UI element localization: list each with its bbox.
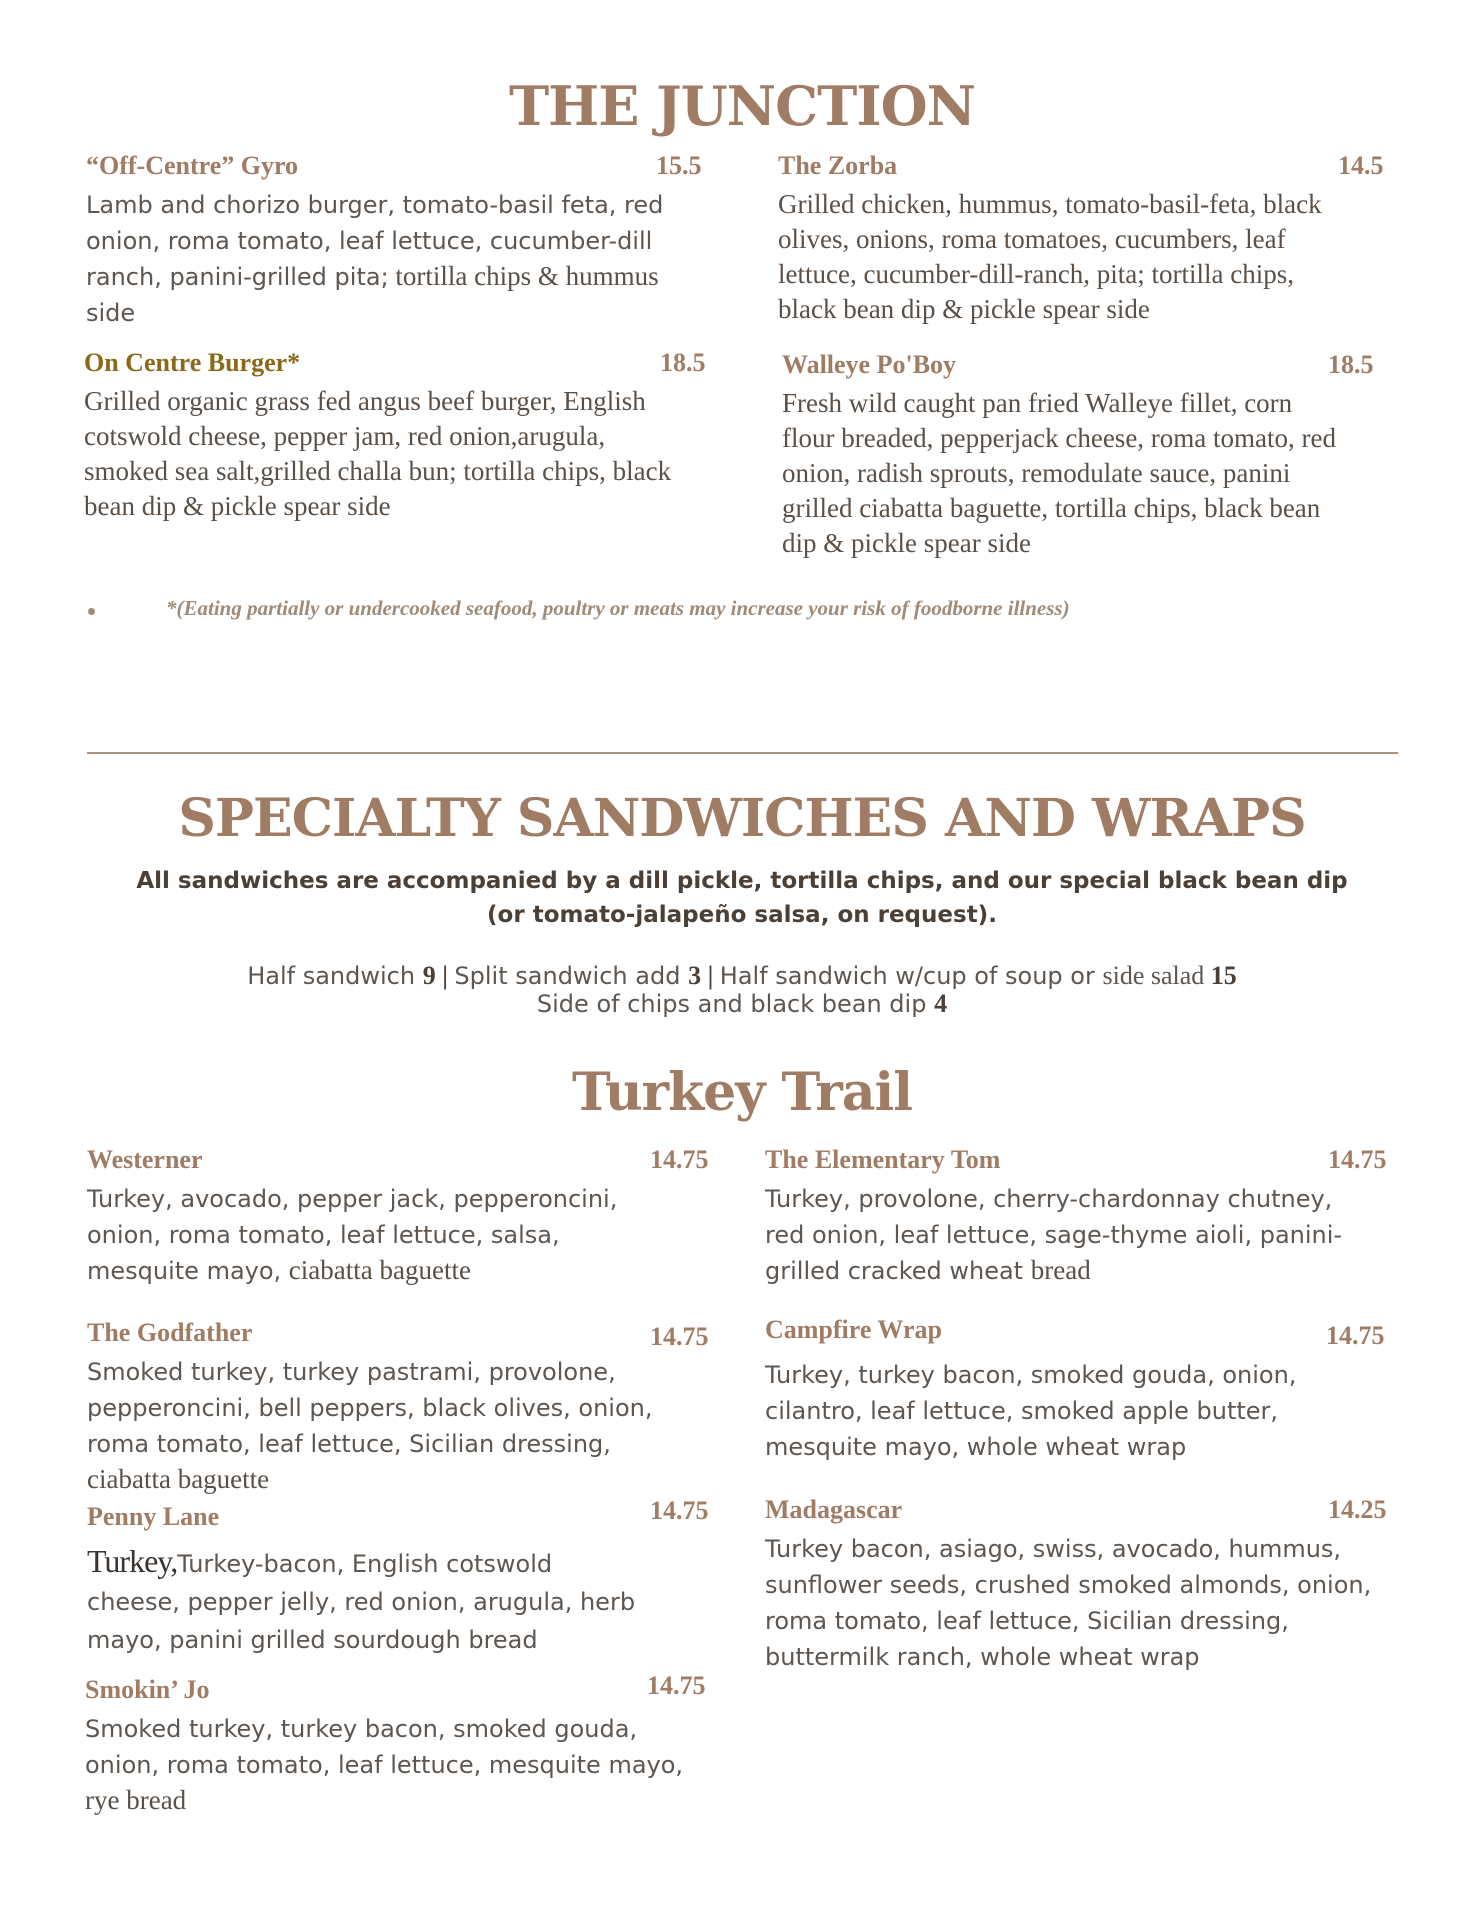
item-description: [85, 1711, 685, 1818]
pricing-label: Side of chips and black bean dip: [536, 990, 935, 1018]
item-description: [765, 1357, 1365, 1465]
item-description: [86, 187, 706, 331]
menu-item-smokin-jo: [85, 1671, 725, 1818]
desc-text-serif: bread: [1030, 1255, 1091, 1285]
junction-title: THE JUNCTION: [509, 74, 975, 138]
item-description: Fresh wild caught pan fried Walleye fillet, corn flour breaded, pepperjack cheese, roma tomato, red onion, radish sprouts, remodulate sauce, panini grilled ciabatta baguette, tortilla chips, black bean dip & pickle spear side: [782, 388, 1336, 558]
pricing-line: [0, 962, 1484, 990]
specialty-intro: [0, 864, 1484, 932]
menu-item-gyro: [86, 151, 706, 331]
desc-text-large: Turkey,: [87, 1543, 178, 1579]
intro-line: (or tomato-jalapeño salsa, on request).: [487, 902, 997, 928]
intro-line: All sandwiches are accompanied by a dill pickle, tortilla chips, and our special black bean dip: [136, 868, 1348, 894]
desc-text-serif: ciabatta baguette: [87, 1464, 270, 1494]
item-name: The Zorba: [778, 151, 898, 180]
pricing-value: 3: [688, 961, 702, 990]
item-price: 14.75: [650, 1322, 709, 1351]
item-price: 14.25: [1328, 1495, 1387, 1524]
pricing-line: [0, 990, 1484, 1018]
item-price: 15.5: [656, 151, 702, 180]
specialty-title: SPECIALTY SANDWICHES AND WRAPS: [178, 788, 1306, 849]
desc-text-tail: side: [86, 299, 136, 327]
pricing-separator: |: [701, 961, 720, 990]
desc-text: Turkey-bacon, English cotswold cheese, pepper jelly, red onion, arugula, herb mayo, panini grilled sourdough bread: [87, 1550, 636, 1654]
bullet-icon: [88, 608, 95, 615]
item-price: 14.75: [650, 1496, 709, 1525]
item-description: [87, 1181, 677, 1289]
pricing-label: Half sandwich: [247, 962, 423, 990]
desc-text-serif: tortilla chips & hummus: [388, 261, 659, 291]
menu-item-campfire-wrap: [765, 1315, 1405, 1465]
item-description: Grilled chicken, hummus, tomato-basil-feta, black olives, onions, roma tomatoes, cucumbers, leaf lettuce, cucumber-dill-ranch, pita; tortilla chips, black bean dip & pickle spear side: [778, 189, 1322, 324]
menu-item-on-centre-burger: [84, 348, 714, 524]
desc-text: Lamb and chorizo burger, tomato-basil feta, red onion, roma tomato, leaf lettuce, cucumber-dill ranch, panini-grilled pita;: [86, 191, 664, 291]
item-price: 14.75: [1326, 1321, 1385, 1350]
menu-item-madagascar: [765, 1495, 1405, 1675]
item-description: [765, 1181, 1365, 1289]
item-name: Campfire Wrap: [765, 1315, 942, 1344]
item-name: The Godfather: [87, 1318, 253, 1347]
desc-text: Smoked turkey, turkey pastrami, provolone, pepperoncini, bell peppers, black olives, onion, roma tomato, leaf lettuce, Sicilian dressing,: [87, 1358, 653, 1458]
item-description: [87, 1542, 647, 1659]
menu-item-westerner: [87, 1145, 727, 1289]
menu-item-godfather: [87, 1318, 727, 1497]
item-name: Walleye Po'Boy: [782, 350, 957, 379]
item-price: 14.75: [1328, 1145, 1387, 1174]
item-name: Penny Lane: [87, 1502, 220, 1531]
pricing-label: side salad: [1102, 961, 1211, 990]
item-description: [87, 1354, 677, 1497]
desc-text: Turkey, provolone, cherry-chardonnay chutney, red onion, leaf lettuce, sage-thyme aioli, panini-grilled cracked wheat: [765, 1185, 1343, 1285]
item-name: “Off-Centre” Gyro: [86, 151, 299, 180]
item-price: 14.75: [650, 1145, 709, 1174]
food-safety-note: *(Eating partially or undercooked seafood, poultry or meats may increase your risk of foodborne illness): [166, 596, 1070, 620]
desc-text: Turkey, avocado, pepper jack, pepperoncini, onion, roma tomato, leaf lettuce, salsa, mesquite mayo,: [87, 1185, 618, 1285]
desc-text-serif: rye bread: [85, 1785, 187, 1815]
menu-item-elementary-tom: [765, 1145, 1405, 1289]
desc-text: Turkey, turkey bacon, smoked gouda, onion, cilantro, leaf lettuce, smoked apple butter, mesquite mayo, whole wheat wrap: [765, 1361, 1297, 1461]
pricing-label: Half sandwich w/cup of soup or: [719, 962, 1103, 990]
pricing-value: 9: [422, 961, 436, 990]
sandwich-pricing: [0, 962, 1484, 1018]
item-name: On Centre Burger*: [84, 348, 301, 377]
item-name: Madagascar: [765, 1495, 903, 1524]
desc-text-serif: ciabatta baguette: [288, 1255, 471, 1285]
item-price: 18.5: [1328, 350, 1374, 379]
item-name: Smokin’ Jo: [85, 1675, 210, 1704]
menu-item-penny-lane: [87, 1496, 727, 1659]
item-name: The Elementary Tom: [765, 1145, 1001, 1174]
item-description: Grilled organic grass fed angus beef burger, English cotswold cheese, pepper jam, red onion,arugula, smoked sea salt,grilled challa bun; tortilla chips, black bean dip & pickle spear side: [84, 386, 672, 521]
item-name: Westerner: [87, 1145, 203, 1174]
menu-item-walleye-poboy: [782, 350, 1402, 561]
menu-item-zorba: [778, 151, 1398, 327]
section-divider: [87, 752, 1398, 754]
pricing-label: Split sandwich add: [454, 962, 689, 990]
item-price: 14.75: [647, 1671, 706, 1700]
pricing-value: 4: [934, 989, 948, 1018]
pricing-separator: |: [435, 961, 455, 990]
item-price: 18.5: [660, 348, 706, 377]
desc-text: Turkey bacon, asiago, swiss, avocado, hummus, sunflower seeds, crushed smoked almonds, onion, roma tomato, leaf lettuce, Sicilian dressing, buttermilk ranch, whole wheat wrap: [765, 1535, 1372, 1671]
item-price: 14.5: [1338, 151, 1384, 180]
turkey-trail-title: Turkey Trail: [571, 1062, 913, 1123]
desc-text: Smoked turkey, turkey bacon, smoked gouda, onion, roma tomato, leaf lettuce, mesquite mayo,: [85, 1715, 684, 1779]
item-description: [765, 1531, 1375, 1675]
pricing-value: 15: [1210, 961, 1237, 990]
